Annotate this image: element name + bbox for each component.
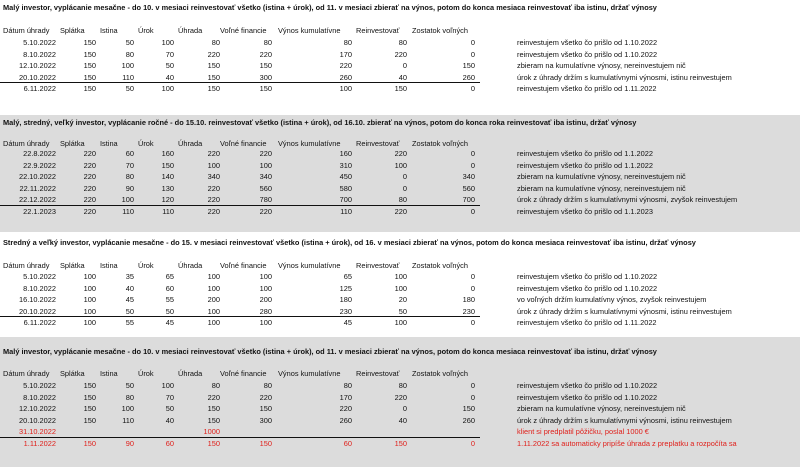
- table-cell[interactable]: 100: [161, 381, 174, 390]
- table-cell[interactable]: 12.10.2022: [19, 61, 56, 70]
- table-cell[interactable]: 150: [83, 404, 96, 413]
- column-header[interactable]: Voľné financie: [220, 369, 267, 378]
- table-cell[interactable]: 150: [207, 84, 220, 93]
- table-cell[interactable]: 0: [470, 149, 475, 158]
- table-cell[interactable]: 31.10.2022: [19, 427, 56, 436]
- table-cell[interactable]: 100: [207, 318, 220, 327]
- table-cell[interactable]: 80: [125, 392, 134, 402]
- table-cell[interactable]: 150: [207, 438, 220, 448]
- table-cell[interactable]: 0: [402, 172, 407, 181]
- table-cell[interactable]: 100: [83, 306, 96, 316]
- table-cell[interactable]: 780: [259, 195, 272, 204]
- section-title[interactable]: Malý, stredný, veľký investor, vyplácanie ročné - do 15.10. reinvestovať všetko (istina + úrok), od 16.10. zbierať na výnos, potom do konca roka reinvestovať iba istinu, držať výnosy: [3, 118, 637, 127]
- table-row: [0, 426, 800, 437]
- column-header[interactable]: Splátka: [60, 369, 85, 378]
- table-cell[interactable]: 560: [259, 183, 272, 193]
- table-cell[interactable]: 220: [259, 206, 272, 216]
- table-cell[interactable]: 150: [259, 84, 272, 93]
- table-cell[interactable]: 100: [121, 195, 134, 204]
- note-cell[interactable]: reinvestujem všetko čo prišlo od 1.11.2022: [517, 84, 657, 93]
- table-cell[interactable]: 100: [259, 160, 272, 170]
- table-cell[interactable]: 580: [339, 183, 352, 193]
- table-cell[interactable]: 70: [125, 160, 134, 170]
- note-cell[interactable]: zbieram na kumulatívne výnosy, nereinvestujem nič: [517, 61, 686, 70]
- column-header[interactable]: Voľné financie: [220, 139, 267, 148]
- note-cell[interactable]: reinvestujem všetko čo prišlo od 1.10.2022: [517, 392, 658, 402]
- table-row: [0, 194, 800, 205]
- table-cell[interactable]: 70: [165, 49, 174, 59]
- table-row: [0, 392, 800, 403]
- table-cell[interactable]: 100: [259, 283, 272, 293]
- column-header[interactable]: Splátka: [60, 139, 85, 148]
- table-cell[interactable]: 170: [339, 392, 352, 402]
- table-cell[interactable]: 220: [207, 149, 220, 158]
- table-cell[interactable]: 80: [398, 38, 407, 47]
- table-cell[interactable]: 16.10.2022: [19, 295, 56, 304]
- table-cell[interactable]: 70: [165, 392, 174, 402]
- table-cell[interactable]: 65: [343, 272, 352, 281]
- table-cell[interactable]: 220: [339, 404, 352, 413]
- column-header[interactable]: Výnos kumulatívne: [278, 261, 341, 270]
- column-header[interactable]: Úhrada: [178, 26, 203, 35]
- table-cell[interactable]: 150: [207, 72, 220, 82]
- section-title[interactable]: Malý investor, vyplácanie mesačne - do 10. v mesiaci reinvestovať všetko (istina + úrok), od 11. v mesiaci zbierať na výnos, potom do konca mesiaca reinvestovať iba istinu, držať výnosy: [3, 347, 657, 356]
- table-cell[interactable]: 220: [207, 195, 220, 204]
- table-cell[interactable]: 260: [462, 415, 475, 425]
- table-cell[interactable]: 280: [259, 306, 272, 316]
- column-header[interactable]: Zostatok voľných: [412, 369, 468, 378]
- table-cell[interactable]: 60: [165, 283, 174, 293]
- table-cell[interactable]: 80: [398, 195, 407, 204]
- table-cell[interactable]: 220: [394, 392, 407, 402]
- table-row: [0, 183, 800, 194]
- column-header[interactable]: Úhrada: [178, 261, 203, 270]
- table-cell[interactable]: 260: [462, 72, 475, 82]
- table-cell[interactable]: 50: [398, 306, 407, 316]
- table-cell[interactable]: 50: [125, 306, 134, 316]
- table-cell[interactable]: 0: [470, 160, 475, 170]
- table-cell[interactable]: 20.10.2022: [19, 415, 56, 425]
- table-cell[interactable]: 220: [207, 183, 220, 193]
- note-cell[interactable]: zbieram na kumulatívne výnosy, nereinvestujem nič: [517, 172, 686, 181]
- table-row: [0, 317, 800, 328]
- table-row: [0, 415, 800, 426]
- column-header[interactable]: Úhrada: [178, 369, 203, 378]
- table-cell[interactable]: 220: [394, 149, 407, 158]
- table-cell[interactable]: 220: [394, 49, 407, 59]
- table-cell[interactable]: 0: [470, 49, 475, 59]
- note-cell[interactable]: reinvestujem všetko čo prišlo od 1.11.2022: [517, 318, 657, 327]
- column-header[interactable]: Úrok: [138, 369, 154, 378]
- table-cell[interactable]: 5.10.2022: [23, 381, 56, 390]
- table-cell[interactable]: 150: [83, 381, 96, 390]
- note-cell[interactable]: reinvestujem všetko čo prišlo od 1.10.2022: [517, 283, 658, 293]
- table-cell[interactable]: 150: [462, 404, 475, 413]
- note-cell[interactable]: zbieram na kumulatívne výnosy, nereinvestujem nič: [517, 404, 686, 413]
- column-header[interactable]: Úrok: [138, 139, 154, 148]
- note-cell[interactable]: úrok z úhrady držím s kumulatívnymi výnosmi, istinu reinvestujem: [517, 306, 732, 316]
- table-cell[interactable]: 100: [83, 283, 96, 293]
- table-cell[interactable]: 150: [83, 72, 96, 82]
- column-header[interactable]: Istina: [100, 26, 118, 35]
- table-cell[interactable]: 8.10.2022: [23, 49, 56, 59]
- table-cell[interactable]: 100: [394, 318, 407, 327]
- table-cell[interactable]: 50: [165, 61, 174, 70]
- column-header[interactable]: Úhrada: [178, 139, 203, 148]
- table-cell[interactable]: 0: [402, 61, 407, 70]
- table-cell[interactable]: 0: [470, 318, 475, 327]
- table-cell[interactable]: 150: [83, 84, 96, 93]
- note-cell[interactable]: úrok z úhrady držím s kumulatívnymi výnosmi, istinu reinvestujem: [517, 72, 732, 82]
- column-header[interactable]: Zostatok voľných: [412, 139, 468, 148]
- table-cell[interactable]: 50: [125, 381, 134, 390]
- table-cell[interactable]: 50: [165, 404, 174, 413]
- header-row: [0, 25, 800, 36]
- table-row: [0, 306, 800, 317]
- table-cell[interactable]: 100: [207, 272, 220, 281]
- table-cell[interactable]: 110: [122, 206, 134, 216]
- table-cell[interactable]: 180: [339, 295, 352, 304]
- table-cell[interactable]: 300: [259, 72, 272, 82]
- column-header[interactable]: Reinvestovať: [356, 261, 400, 270]
- table-cell[interactable]: 150: [394, 84, 407, 93]
- table-cell[interactable]: 8.10.2022: [23, 392, 56, 402]
- table-cell[interactable]: 340: [462, 172, 475, 181]
- table-cell[interactable]: 0: [470, 84, 475, 93]
- table-cell[interactable]: 220: [83, 172, 96, 181]
- table-cell[interactable]: 45: [125, 295, 134, 304]
- table-cell[interactable]: 100: [207, 160, 220, 170]
- table-cell[interactable]: 80: [263, 38, 272, 47]
- table-cell[interactable]: 110: [122, 415, 134, 425]
- table-cell[interactable]: 40: [165, 415, 174, 425]
- table-cell[interactable]: 50: [125, 84, 134, 93]
- table-cell[interactable]: 100: [259, 318, 272, 327]
- table-cell[interactable]: 170: [339, 49, 352, 59]
- column-header[interactable]: Reinvestovať: [356, 369, 400, 378]
- column-header[interactable]: Úrok: [138, 26, 154, 35]
- table-cell[interactable]: 40: [125, 283, 134, 293]
- table-cell[interactable]: 100: [394, 160, 407, 170]
- table-cell[interactable]: 0: [470, 206, 475, 216]
- table-cell[interactable]: 340: [207, 172, 220, 181]
- table-cell[interactable]: 1000: [203, 427, 220, 436]
- row-divider: [0, 205, 480, 206]
- table-cell[interactable]: 100: [259, 272, 272, 281]
- column-header[interactable]: Zostatok voľných: [412, 261, 468, 270]
- table-cell[interactable]: 220: [83, 149, 96, 158]
- table-cell[interactable]: 100: [161, 84, 174, 93]
- table-cell[interactable]: 0: [402, 404, 407, 413]
- table-cell[interactable]: 125: [339, 283, 352, 293]
- table-cell[interactable]: 160: [339, 149, 352, 158]
- table-cell[interactable]: 80: [343, 381, 352, 390]
- note-cell[interactable]: úrok z úhrady držím s kumulatívnymi výnosmi, istinu reinvestujem: [517, 415, 732, 425]
- table-cell[interactable]: 150: [83, 38, 96, 47]
- table-cell[interactable]: 100: [83, 318, 96, 327]
- table-cell[interactable]: 310: [339, 160, 352, 170]
- header-row: [0, 368, 800, 379]
- table-cell[interactable]: 150: [259, 438, 272, 448]
- note-cell[interactable]: zbieram na kumulatívne výnosy, nereinvestujem nič: [517, 183, 686, 193]
- table-cell[interactable]: 230: [339, 306, 352, 316]
- table-cell[interactable]: 5.10.2022: [23, 272, 56, 281]
- table-cell[interactable]: 50: [165, 306, 174, 316]
- table-cell[interactable]: 80: [343, 38, 352, 47]
- table-row: [0, 380, 800, 391]
- table-cell[interactable]: 220: [207, 392, 220, 402]
- table-row: [0, 160, 800, 171]
- table-row: [0, 60, 800, 71]
- note-cell[interactable]: 1.11.2022 sa automaticky pripíše úhrada z preplatku a rozpočíta sa: [517, 438, 737, 448]
- table-cell[interactable]: 150: [83, 415, 96, 425]
- table-cell[interactable]: 220: [259, 392, 272, 402]
- note-cell[interactable]: reinvestujem všetko čo prišlo od 1.1.2022: [517, 149, 653, 158]
- table-cell[interactable]: 22.11.2022: [19, 183, 56, 193]
- table-row: [0, 206, 800, 217]
- table-cell[interactable]: 8.10.2022: [23, 283, 56, 293]
- column-header[interactable]: Voľné financie: [220, 261, 267, 270]
- table-row: [0, 283, 800, 294]
- table-cell[interactable]: 60: [165, 438, 174, 448]
- column-header[interactable]: Zostatok voľných: [412, 26, 468, 35]
- table-cell[interactable]: 220: [339, 61, 352, 70]
- table-row: [0, 171, 800, 182]
- table-cell[interactable]: 200: [207, 295, 220, 304]
- table-cell[interactable]: 300: [259, 415, 272, 425]
- column-header[interactable]: Dátum úhrady: [3, 261, 50, 270]
- table-cell[interactable]: 80: [211, 38, 220, 47]
- table-cell[interactable]: 150: [207, 61, 220, 70]
- table-cell[interactable]: 22.1.2023: [23, 206, 56, 216]
- table-cell[interactable]: 120: [161, 195, 174, 204]
- table-cell[interactable]: 100: [339, 84, 352, 93]
- table-cell[interactable]: 100: [121, 61, 134, 70]
- table-cell[interactable]: 0: [470, 272, 475, 281]
- note-cell[interactable]: klient si predplatil pôžičku, poslal 1000 €: [517, 427, 649, 436]
- column-header[interactable]: Výnos kumulatívne: [278, 369, 341, 378]
- column-header[interactable]: Úrok: [138, 261, 154, 270]
- table-cell[interactable]: 80: [125, 49, 134, 59]
- table-cell[interactable]: 150: [161, 160, 174, 170]
- table-cell[interactable]: 0: [470, 38, 475, 47]
- table-cell[interactable]: 220: [207, 206, 220, 216]
- column-header[interactable]: Dátum úhrady: [3, 26, 50, 35]
- note-cell[interactable]: reinvestujem všetko čo prišlo od 1.1.2022: [517, 160, 653, 170]
- note-cell[interactable]: reinvestujem všetko čo prišlo od 1.10.2022: [517, 38, 658, 47]
- table-cell[interactable]: 45: [343, 318, 352, 327]
- table-cell[interactable]: 35: [125, 272, 134, 281]
- table-cell[interactable]: 40: [398, 415, 407, 425]
- table-cell[interactable]: 150: [83, 61, 96, 70]
- table-row: [0, 403, 800, 414]
- table-cell[interactable]: 700: [339, 195, 352, 204]
- note-cell[interactable]: reinvestujem všetko čo prišlo od 1.10.2022: [517, 381, 658, 390]
- table-row: [0, 148, 800, 159]
- table-cell[interactable]: 20.10.2022: [19, 306, 56, 316]
- table-cell[interactable]: 200: [259, 295, 272, 304]
- table-row: [0, 438, 800, 449]
- column-header[interactable]: Istina: [100, 369, 118, 378]
- header-row: [0, 260, 800, 271]
- table-cell[interactable]: 80: [398, 381, 407, 390]
- table-cell[interactable]: 22.12.2022: [19, 195, 56, 204]
- table-cell[interactable]: 100: [83, 295, 96, 304]
- column-header[interactable]: Výnos kumulatívne: [278, 26, 341, 35]
- table-cell[interactable]: 150: [259, 61, 272, 70]
- column-header[interactable]: Reinvestovať: [356, 139, 400, 148]
- table-cell[interactable]: 50: [125, 38, 134, 47]
- note-cell[interactable]: reinvestujem všetko čo prišlo od 1.10.2022: [517, 272, 658, 281]
- row-divider: [0, 437, 480, 438]
- table-cell[interactable]: 65: [165, 272, 174, 281]
- table-cell[interactable]: 260: [339, 72, 352, 82]
- column-header[interactable]: Voľné financie: [220, 26, 267, 35]
- table-cell[interactable]: 150: [83, 49, 96, 59]
- table-cell[interactable]: 560: [462, 183, 475, 193]
- table-cell[interactable]: 220: [394, 206, 407, 216]
- column-header[interactable]: Splátka: [60, 26, 85, 35]
- table-cell[interactable]: 150: [259, 404, 272, 413]
- table-cell[interactable]: 0: [470, 392, 475, 402]
- table-cell[interactable]: 6.11.2022: [23, 318, 56, 327]
- table-cell[interactable]: 150: [462, 61, 475, 70]
- section-title[interactable]: Stredný a veľký investor, vyplácanie mesačne - do 15. v mesiaci reinvestovať všetko (istina + úrok), od 16. v mesiaci zbierať na výnos, potom do konca mesiaca reinvestovať iba istinu, držať výnosy: [3, 238, 696, 247]
- table-cell[interactable]: 100: [207, 306, 220, 316]
- table-cell[interactable]: 90: [125, 183, 134, 193]
- table-cell[interactable]: 0: [470, 438, 475, 448]
- table-cell[interactable]: 90: [125, 438, 134, 448]
- table-cell[interactable]: 0: [470, 283, 475, 293]
- table-row: [0, 37, 800, 48]
- column-header[interactable]: Istina: [100, 139, 118, 148]
- section-title[interactable]: Malý investor, vyplácanie mesačne - do 10. v mesiaci reinvestovať všetko (istina + úrok), od 11. v mesiaci zbierať na výnos, potom do konca mesiaca reinvestovať iba istinu, držať výnosy: [3, 3, 657, 12]
- column-header[interactable]: Výnos kumulatívne: [278, 139, 341, 148]
- table-cell[interactable]: 100: [83, 272, 96, 281]
- table-cell[interactable]: 220: [259, 49, 272, 59]
- table-cell[interactable]: 20: [398, 295, 407, 304]
- note-cell[interactable]: úrok z úhrady držím s kumulatívnymi výnosmi, zvyšok reinvestujem: [517, 195, 738, 204]
- table-cell[interactable]: 140: [161, 172, 174, 181]
- column-header[interactable]: Istina: [100, 261, 118, 270]
- table-cell[interactable]: 150: [83, 392, 96, 402]
- note-cell[interactable]: reinvestujem všetko čo prišlo od 1.10.2022: [517, 49, 658, 59]
- table-cell[interactable]: 55: [165, 295, 174, 304]
- table-cell[interactable]: 22.10.2022: [19, 172, 56, 181]
- row-divider: [0, 82, 480, 83]
- table-cell[interactable]: 180: [462, 295, 475, 304]
- column-header[interactable]: Dátum úhrady: [3, 369, 50, 378]
- table-row: [0, 294, 800, 305]
- table-cell[interactable]: 160: [161, 149, 174, 158]
- table-cell[interactable]: 130: [161, 183, 174, 193]
- table-cell[interactable]: 55: [125, 318, 134, 327]
- note-cell[interactable]: reinvestujem všetko čo prišlo od 1.1.2023: [517, 206, 653, 216]
- table-cell[interactable]: 100: [161, 38, 174, 47]
- table-cell[interactable]: 220: [83, 195, 96, 204]
- table-cell[interactable]: 40: [165, 72, 174, 82]
- table-cell[interactable]: 220: [207, 49, 220, 59]
- table-cell[interactable]: 340: [259, 172, 272, 181]
- table-cell[interactable]: 0: [402, 183, 407, 193]
- table-cell[interactable]: 20.10.2022: [19, 72, 56, 82]
- table-cell[interactable]: 450: [339, 172, 352, 181]
- table-cell[interactable]: 220: [259, 149, 272, 158]
- table-cell[interactable]: 45: [165, 318, 174, 327]
- table-cell[interactable]: 12.10.2022: [19, 404, 56, 413]
- table-cell[interactable]: 150: [394, 438, 407, 448]
- table-cell[interactable]: 110: [122, 72, 134, 82]
- table-cell[interactable]: 150: [207, 415, 220, 425]
- table-cell[interactable]: 80: [125, 172, 134, 181]
- table-cell[interactable]: 260: [339, 415, 352, 425]
- table-cell[interactable]: 60: [343, 438, 352, 448]
- table-cell[interactable]: 40: [398, 72, 407, 82]
- table-cell[interactable]: 220: [83, 206, 96, 216]
- table-cell[interactable]: 6.11.2022: [23, 84, 56, 93]
- table-cell[interactable]: 22.8.2022: [23, 149, 56, 158]
- table-cell[interactable]: 110: [340, 206, 352, 216]
- table-cell[interactable]: 220: [83, 183, 96, 193]
- table-row: [0, 271, 800, 282]
- column-header[interactable]: Splátka: [60, 261, 85, 270]
- table-cell[interactable]: 110: [162, 206, 174, 216]
- table-cell[interactable]: 60: [125, 149, 134, 158]
- table-cell[interactable]: 230: [462, 306, 475, 316]
- table-cell[interactable]: 5.10.2022: [23, 38, 56, 47]
- table-cell[interactable]: 100: [394, 283, 407, 293]
- column-header[interactable]: Dátum úhrady: [3, 139, 50, 148]
- table-cell[interactable]: 100: [394, 272, 407, 281]
- table-cell[interactable]: 700: [462, 195, 475, 204]
- table-cell[interactable]: 1.11.2022: [23, 438, 56, 448]
- table-cell[interactable]: 100: [121, 404, 134, 413]
- table-cell[interactable]: 80: [263, 381, 272, 390]
- table-cell[interactable]: 220: [83, 160, 96, 170]
- row-divider: [0, 316, 480, 317]
- table-cell[interactable]: 0: [470, 381, 475, 390]
- table-row: [0, 83, 800, 94]
- table-row: [0, 72, 800, 83]
- note-cell[interactable]: vo voľných držím kumulatívny výnos, zvyšok reinvestujem: [517, 295, 707, 304]
- table-cell[interactable]: 100: [207, 283, 220, 293]
- table-row: [0, 49, 800, 60]
- table-cell[interactable]: 22.9.2022: [23, 160, 56, 170]
- column-header[interactable]: Reinvestovať: [356, 26, 400, 35]
- table-cell[interactable]: 80: [211, 381, 220, 390]
- table-cell[interactable]: 150: [207, 404, 220, 413]
- table-cell[interactable]: 150: [83, 438, 96, 448]
